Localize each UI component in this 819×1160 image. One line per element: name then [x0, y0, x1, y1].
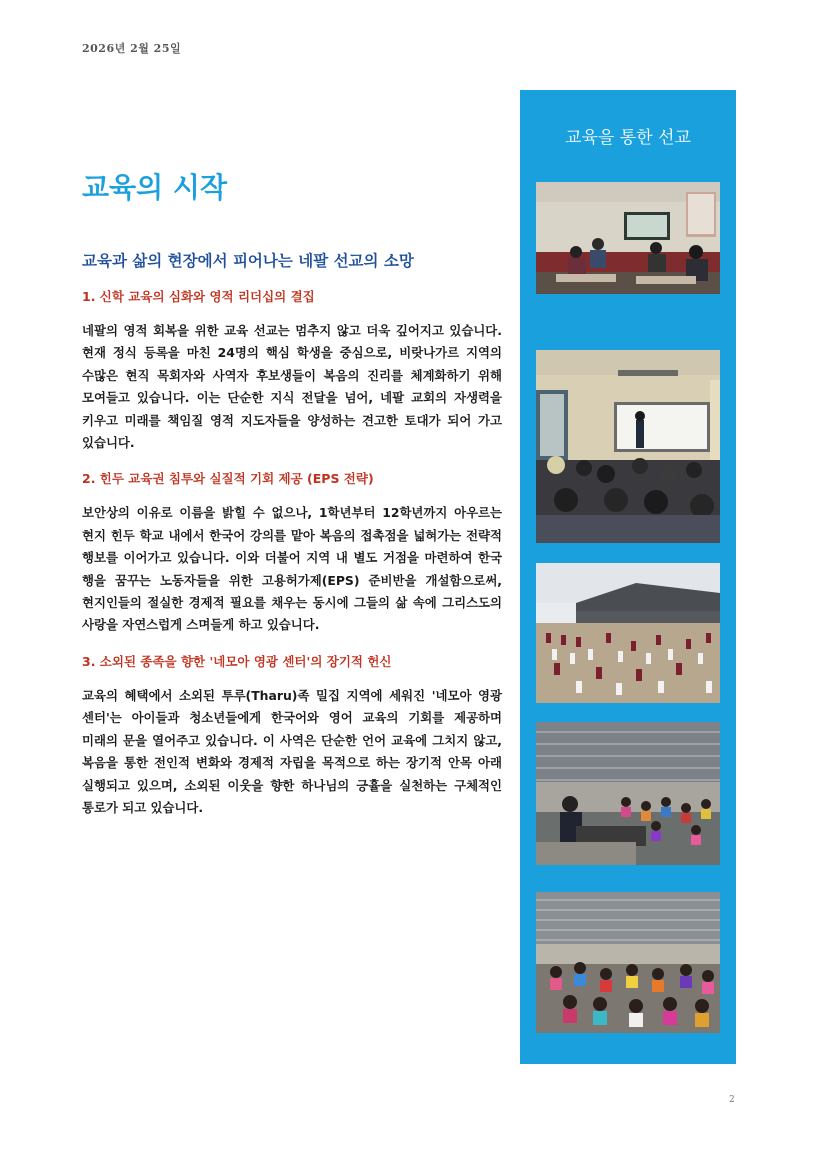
section-3-heading: 3. 소외된 종족을 향한 '네모아 영광 센터'의 장기적 헌신 [82, 653, 392, 669]
main-content [82, 170, 502, 819]
center-class-photo-1 [536, 722, 720, 865]
sidebar-title: 교육을 통한 선교 [565, 128, 691, 148]
section-2-heading: 2. 힌두 교육권 침투와 실질적 기회 제공 (EPS 전략) [82, 471, 374, 487]
photo-sidebar [520, 90, 736, 1064]
section-3-body: 교육의 혜택에서 소외된 투루(Tharu)족 밀집 지역에 세워진 '네모아 영광 센터'는 아이들과 청소년들에게 한국어와 영어 교육의 기회를 제공하며 미래의 문을 열어주고 있습니다. 이 사역은 단순한 언어 교육에 그치지 않고, 복음을 통한 전인적 변화와 경제적 자립을 목적으로 하는 장기적 안목 아래 실행되고 있으며, 소외된 이웃을 향한 하나님의 긍휼을 실천하는 구체적인 통로가 되고 있습니다. [82, 687, 502, 815]
section-1-heading: 1. 신학 교육의 심화와 영적 리더십의 결집 [82, 289, 315, 304]
page-title: 교육의 시작 [82, 171, 227, 204]
section-2-body: 보안상의 이유로 이름을 밝힐 수 없으나, 1학년부터 12학년까지 아우르는 현지 힌두 학교 내에서 한국어 강의를 맡아 복음의 접촉점을 넓혀가는 전략적 행보를 이어가고 있습니다. 이와 더불어 지역 내 별도 거점을 마련하여 한국 행을 꿈꾸는 노동자들을 위한 고용허가제(EPS) 준비반을 개설함으로써, 현지인들의 절실한 경제적 필요를 채우는 동시에 그들의 삶 속에 그리스도의 사랑을 자연스럽게 스며들게 하고 있습니다. [82, 505, 502, 633]
classroom-photo-1 [536, 182, 720, 294]
page-date: 2026년 2월 25일 [82, 42, 182, 55]
page-subtitle: 교육과 삶의 현장에서 피어나는 네팔 선교의 소망 [82, 252, 414, 270]
school-assembly-photo [536, 563, 720, 703]
section-1-body: 네팔의 영적 회복을 위한 교육 선교는 멈추지 않고 더욱 깊어지고 있습니다. 현재 정식 등록을 마친 24명의 핵심 학생을 중심으로, 비랏나가르 지역의 수많은 현직 목회자와 사역자 후보생들이 복음의 진리를 체계화하기 위해 모여들고 있습니다. 이는 단순한 지식 전달을 넘어, 네팔 교회의 자생력을 키우고 미래를 책임질 영적 지도자들을 양성하는 견고한 토대가 되어 가고 있습니다. [82, 323, 502, 451]
center-class-photo-2 [536, 892, 720, 1033]
page-number: 2 [729, 1095, 735, 1105]
classroom-photo-2 [536, 350, 720, 543]
